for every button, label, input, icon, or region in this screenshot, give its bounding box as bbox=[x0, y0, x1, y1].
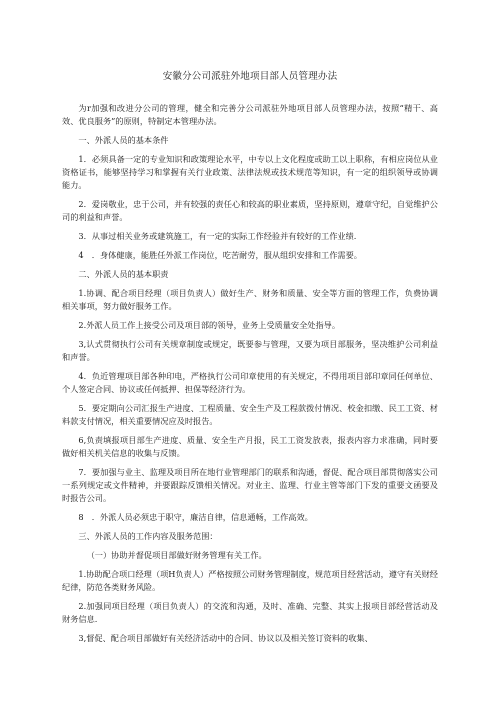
section3-subheading: （一）协助并督促项目部做好财务管理有关工作。 bbox=[86, 550, 267, 560]
section1-item-1: 1．必须具备一定的专业知识和政策理论水平，中专以上文化程度或助工以上职称，有相应岗位从业资格证书，能够坚持学习和掌握有关行业政策、法律法规或技术规范等知识，有一定的组织领导或协调能力。 bbox=[62, 154, 438, 190]
page-title: 安徽分公司派驻外地项目部人员管理办法 bbox=[162, 71, 338, 82]
section3-item-1: 1.协助配合项口经理（项H负责人）严格按照公司财务管理制度，规范项目经营活动，遵守有关财经纪律，防范各类财务风险。 bbox=[62, 569, 438, 592]
section2-item-4: 4．负近管理项目部各种印电，严格执行公司印章使用的有关规定，不得用项目部印章同任何单位、个人签定合同、协议或任何抵押、担保等经济行为。 bbox=[62, 371, 438, 394]
section2-item-2: 2.外派人员工作上接受公司及项目部的领导，业务上受质量安全处指导。 bbox=[78, 320, 341, 330]
section2-item-6: 6,负责填报项目部生产进度、质量、安全生产月报，民工工资发放表，报表内容力求准确，同时要做好相关机关信息的收集与反馈。 bbox=[62, 435, 438, 458]
section2-item-7: 7．要加强与业主、监理及项目所在地行业管理部门的联系和沟通，督促、配合项目部贯彻落实公司一系列规定或文件精神，并要跟踪反馈相关情况。对业主、监理、行业主管等部门下发的重要文函要及时报告公司。 bbox=[62, 467, 438, 503]
section3-item-2: 2.加强同项目经理（项目负责人）的交流和沟通，及时、准确、完整、其实上报项目部经营活动及财务信息. bbox=[62, 601, 438, 624]
intro-paragraph: 为r加强和改进分公司的管理，健全和完善分公司派驻外地项目部人员管理办法，按照“精干、高效、优良服务”的原则，特制定本管理办法。 bbox=[62, 103, 438, 126]
section2-item-1: 1.协调、配合项目经理（项目负责人）做好生产、财务和质量、安全等方面的管理工作，负费协调相关事项，努力做好服务工作。 bbox=[62, 288, 438, 311]
section1-item-3: 3．从事过相关业务或建筑施工，有一定的实际工作经验并有较好的工作业绩. bbox=[78, 231, 357, 241]
section-heading-2: 二、外派人员的基本职责 bbox=[78, 269, 169, 279]
section2-item-8: 8 ．外派人员必须忠于职守，廉洁自律，信息通畅，工作高效。 bbox=[78, 512, 313, 522]
section2-item-3: 3,认式贯彻执行公司有关规章制度或规定，既要参与管理，又要为项目部服务，坚决维护公司利益和声誉。 bbox=[62, 339, 438, 362]
section1-item-2: 2．爱岗敬业，忠于公司，并有较强的责任心和较高的职业素质，坚持原则，遵章守纪，自觉维护公司的利益和声誉。 bbox=[62, 199, 438, 222]
section2-item-5: 5．要定期向公司汇报生产进度、工程质量、安全生产及工程款拨付情况、校金扣缴、民工工资、材料款支付情况，相关重要情况应及时报告。 bbox=[62, 403, 438, 426]
section3-item-3: 3,督促、配合项目部做好有关经济活动中的合同、协议以及相关签订资料的收集、 bbox=[78, 633, 373, 643]
section-heading-3: 三、外派人员的工作内容及服务范围： bbox=[78, 531, 218, 541]
section1-item-4: 4 ．身体健康，能胜任外派工作岗位，吃苦耐劳，服从组织安排和工作需要。 bbox=[78, 250, 362, 260]
section-heading-1: 一、外派人员的基本条件 bbox=[78, 135, 169, 145]
